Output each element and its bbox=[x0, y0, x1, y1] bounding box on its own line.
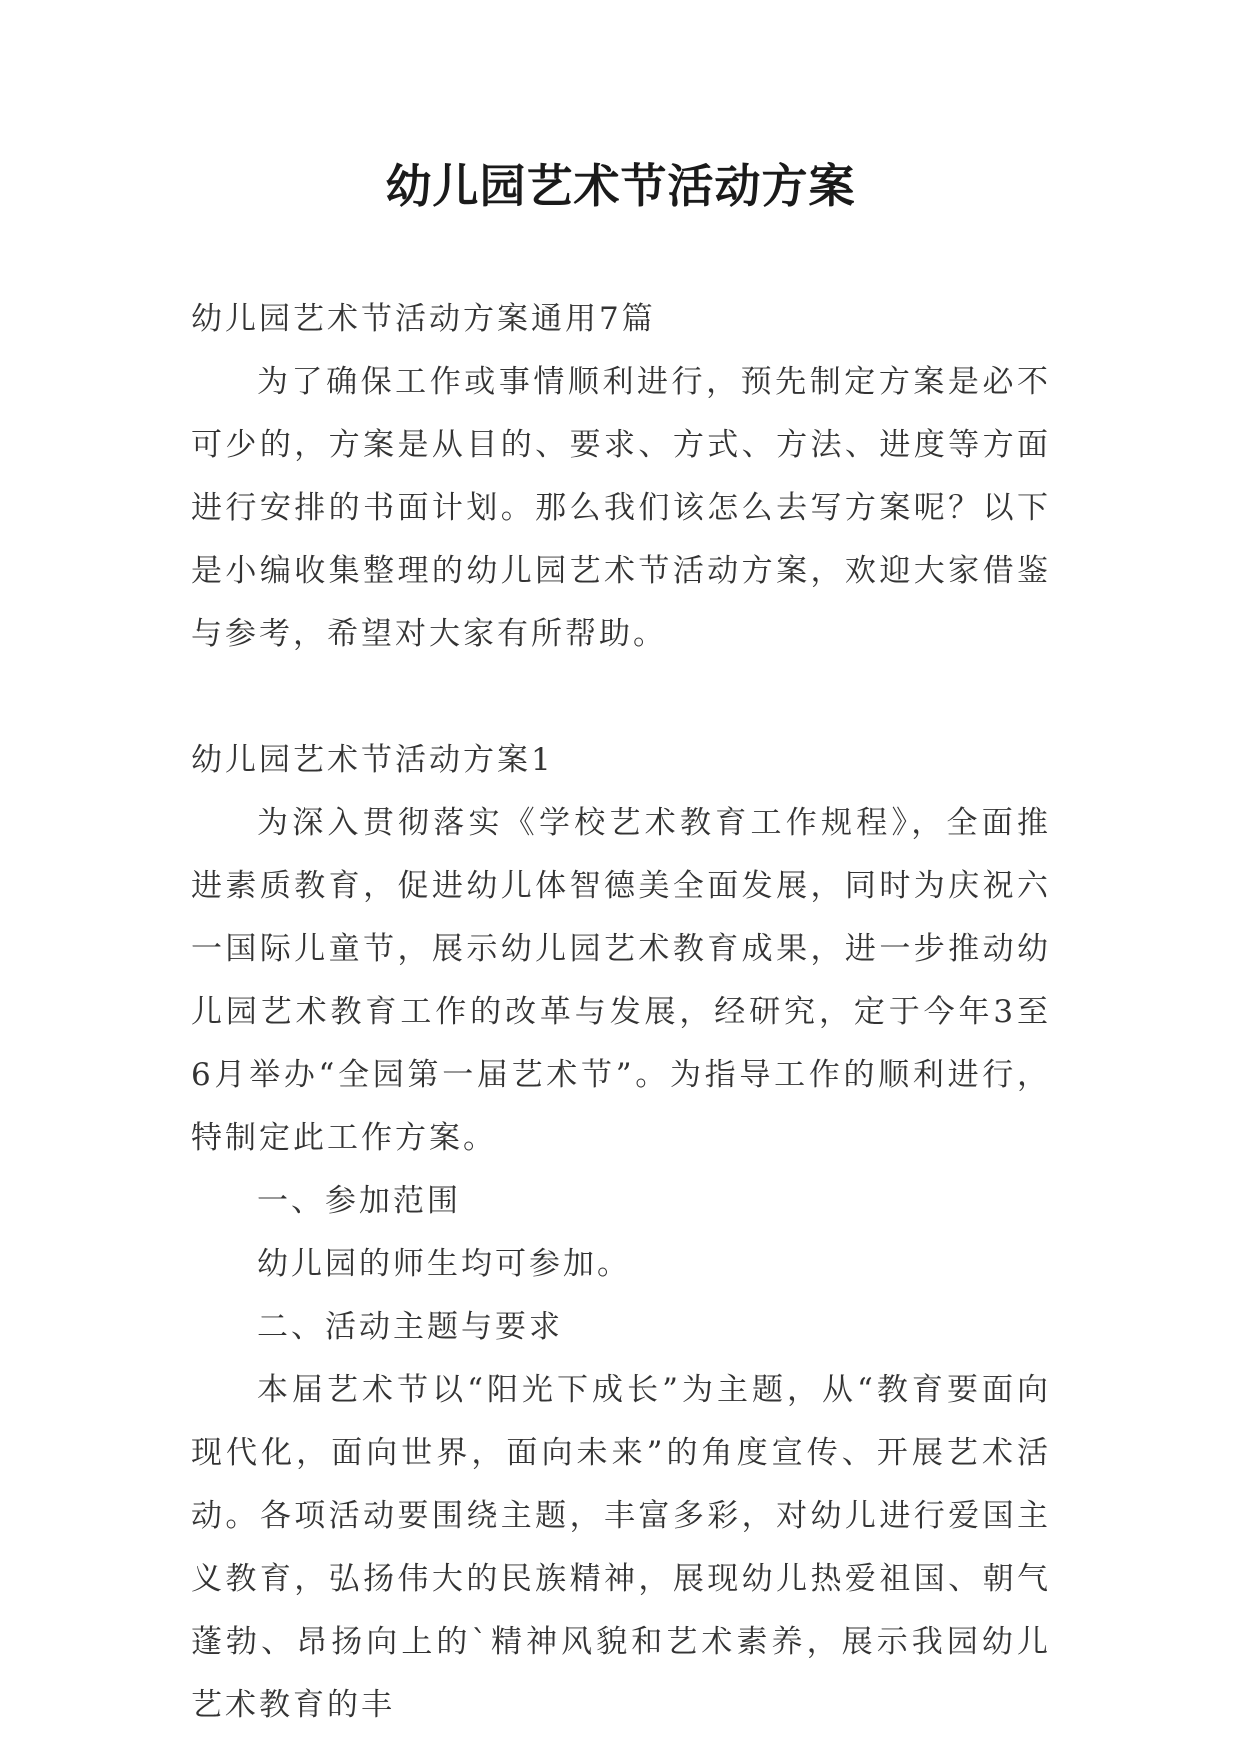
intro-paragraph: 为了确保工作或事情顺利进行，预先制定方案是必不可少的，方案是从目的、要求、方式、方法、进度等方面进行安排的书面计划。那么我们该怎么去写方案呢？以下是小编收集整理的幼儿园艺术节活动方案，欢迎大家借鉴与参考，希望对大家有所帮助。 bbox=[191, 364, 1051, 652]
section-paragraph: 为深入贯彻落实《学校艺术教育工作规程》，全面推进素质教育，促进幼儿体智德美全面发展，同时为庆祝六一国际儿童节，展示幼儿园艺术教育成果，进一步推动幼儿园艺术教育工作的改革与发展，经研究，定于今年3至6月举办“全园第一届艺术节”。为指导工作的顺利进行，特制定此工作方案。 bbox=[191, 805, 1051, 1156]
document-title: 幼儿园艺术节活动方案 bbox=[385, 159, 856, 213]
item-text-scope: 幼儿园的师生均可参加。 bbox=[257, 1246, 631, 1282]
item-text-theme: 本届艺术节以“阳光下成长”为主题，从“教育要面向现代化，面向世界，面向未来”的角度宣传、开展艺术活动。各项活动要围绕主题，丰富多彩，对幼儿进行爱国主义教育，弘扬伟大的民族精神，展现幼儿热爱祖国、朝气蓬勃、昂扬向上的`精神风貌和艺术素养，展示我园幼儿艺术教育的丰 bbox=[191, 1372, 1051, 1723]
item-heading-scope: 一、参加范围 bbox=[257, 1183, 461, 1219]
section-heading: 幼儿园艺术节活动方案1 bbox=[191, 742, 554, 778]
document-subtitle: 幼儿园艺术节活动方案通用7篇 bbox=[191, 301, 656, 337]
paragraph-gap bbox=[191, 666, 1051, 729]
item-heading-theme: 二、活动主题与要求 bbox=[257, 1309, 563, 1345]
document-body bbox=[191, 288, 1051, 1737]
